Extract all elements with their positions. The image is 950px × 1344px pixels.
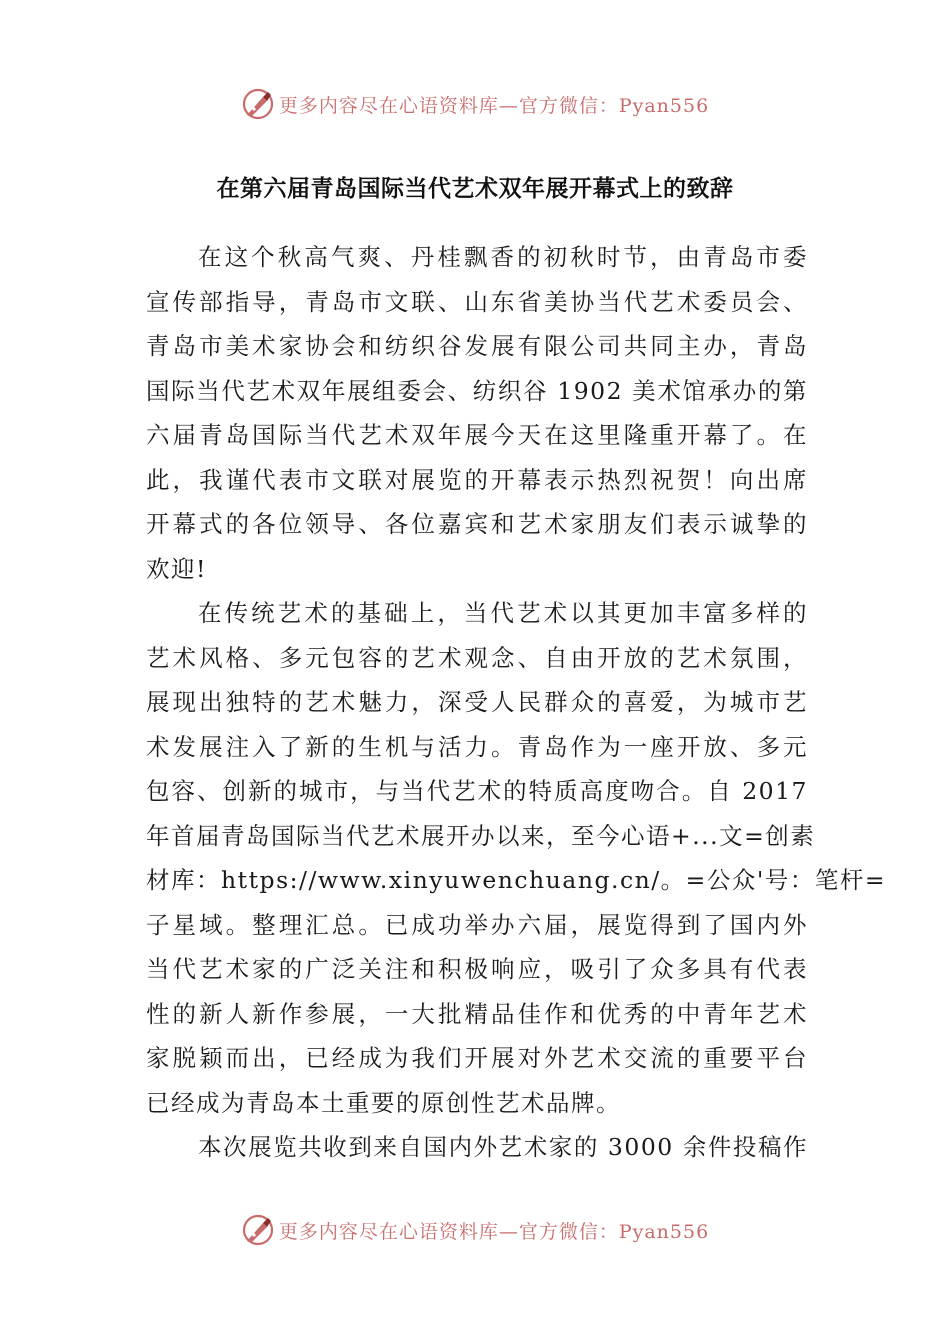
text-line: 开幕式的各位领导、各位嘉宾和艺术家朋友们表示诚挚的	[146, 510, 808, 538]
pen-nib-logo-icon	[241, 87, 275, 121]
text-line: 展现出独特的艺术魅力，深受人民群众的喜爱，为城市艺	[146, 688, 808, 716]
text-line: 已经成为青岛本土重要的原创性艺术品牌。	[146, 1088, 621, 1117]
watermark-banner-bottom	[0, 1210, 950, 1250]
text-line: 欢迎!	[146, 554, 207, 583]
text-line: 术发展注入了新的生机与活力。青岛作为一座开放、多元	[146, 732, 808, 761]
text-line: 宣传部指导，青岛市文联、山东省美协当代艺术委员会、	[146, 287, 808, 316]
text-line: 此，我谨代表市文联对展览的开幕表示热烈祝贺！向出席	[146, 465, 808, 494]
pen-nib-logo-icon	[241, 1213, 275, 1247]
text-line: 性的新人新作参展，一大批精品佳作和优秀的中青年艺术	[146, 999, 808, 1028]
watermark-text: 更多内容尽在心语资料库—官方微信：Pyan556	[278, 1220, 710, 1243]
document-body	[146, 235, 887, 1170]
text-line: 在传统艺术的基础上，当代艺术以其更加丰富多样的	[198, 599, 808, 627]
watermark-text: 更多内容尽在心语资料库—官方微信：Pyan556	[278, 94, 710, 117]
text-line: 包容、创新的城市，与当代艺术的特质高度吻合。自 2017	[146, 777, 808, 805]
text-line: 材库：https://www.xinyuwenchuang.cn/。=公众'号：笔杆=	[146, 866, 887, 894]
document-title: 在第六届青岛国际当代艺术双年展开幕式上的致辞	[216, 175, 734, 202]
text-line: 艺术风格、多元包容的艺术观念、自由开放的艺术氛围，	[146, 643, 808, 672]
text-line: 国际当代艺术双年展组委会、纺织谷 1902 美术馆承办的第	[146, 376, 808, 405]
text-line: 本次展览共收到来自国内外艺术家的 3000 余件投稿作	[198, 1133, 808, 1161]
text-line: 在这个秋高气爽、丹桂飘香的初秋时节，由青岛市委	[198, 243, 808, 271]
text-line: 年首届青岛国际当代艺术展开办以来，至今心语+...文=创素	[146, 821, 816, 850]
text-line: 子星域。整理汇总。已成功举办六届，展览得到了国内外	[146, 910, 808, 939]
text-line: 六届青岛国际当代艺术双年展今天在这里隆重开幕了。在	[146, 421, 808, 449]
watermark-banner-top	[0, 84, 950, 124]
text-line: 青岛市美术家协会和纺织谷发展有限公司共同主办，青岛	[146, 332, 808, 360]
text-line: 当代艺术家的广泛关注和积极响应，吸引了众多具有代表	[146, 955, 808, 983]
text-line: 家脱颖而出，已经成为我们开展对外艺术交流的重要平台	[146, 1044, 808, 1072]
